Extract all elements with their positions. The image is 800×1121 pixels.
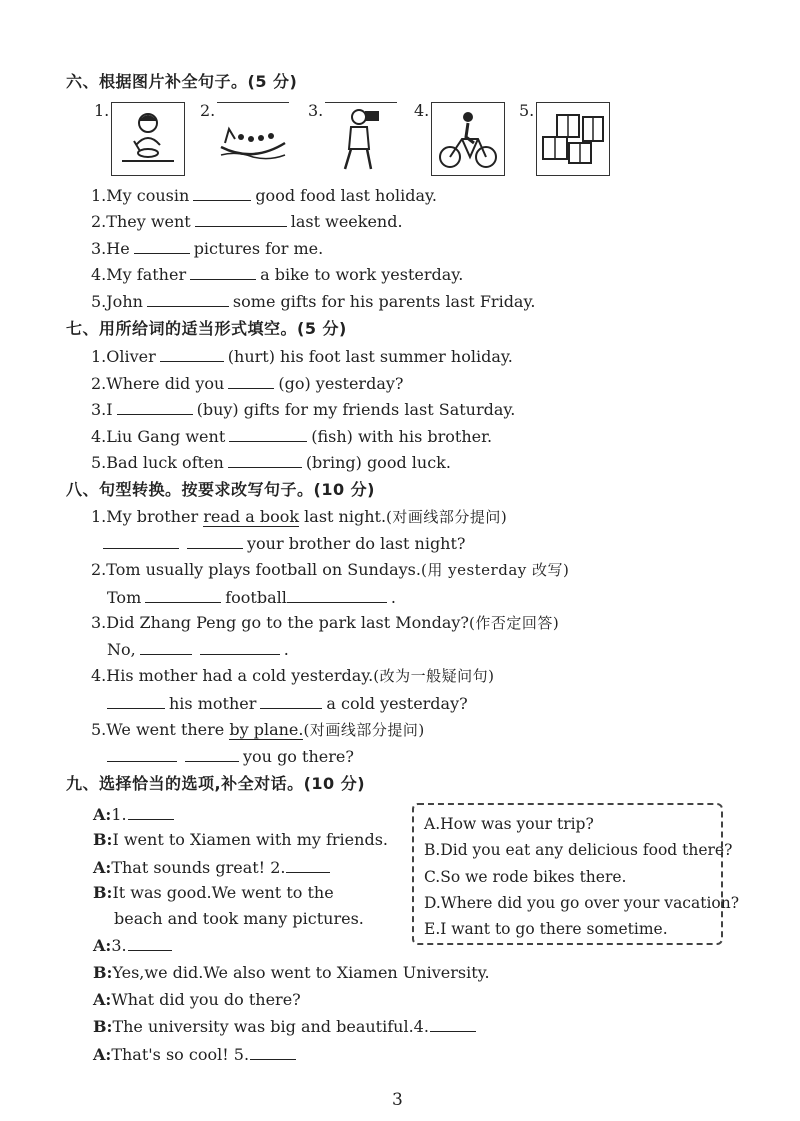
dialog-line-5 [93, 934, 176, 957]
option-e: E.I want to go there sometime. [424, 920, 668, 938]
q-text: a cold yesterday? [326, 694, 468, 713]
q-text: (go) yesterday? [278, 374, 404, 393]
q-text: football [225, 588, 287, 607]
dialog-text: Yes,we did.We also went to Xiamen University. [112, 963, 490, 982]
q-text: a bike to work yesterday. [260, 265, 464, 284]
instruction-note: (对画线部分提问) [303, 721, 425, 739]
speaker-b: B: [93, 830, 113, 849]
speaker-a: A: [93, 936, 112, 955]
underlined-phrase: read a book [203, 507, 300, 526]
q-text: 1.My cousin [91, 186, 190, 205]
q-text: 3.I [91, 400, 113, 419]
speaker-b: B: [93, 1017, 113, 1036]
answer-blank[interactable] [147, 290, 229, 307]
dialog-text: That's so cool! 5. [111, 1045, 250, 1064]
q-text: 5.John [91, 292, 143, 311]
dialog-text: 3. [111, 936, 127, 955]
picture-5 [519, 102, 610, 176]
section-9-title: 九、选择恰当的选项,补全对话。(10 分) [66, 774, 366, 793]
picture-number: 1. [94, 101, 110, 120]
q-text: 4.Liu Gang went [91, 427, 226, 446]
q-text: No, [107, 640, 136, 659]
option-c: C.So we rode bikes there. [424, 868, 627, 886]
instruction-note: (作否定回答) [469, 614, 560, 632]
sec8-a1 [103, 532, 466, 555]
answer-blank[interactable] [286, 856, 330, 873]
q-text: you go there? [243, 747, 354, 766]
gift-boxes-icon [536, 102, 610, 176]
speaker-a: A: [93, 858, 112, 877]
instruction-note: (对画线部分提问) [386, 508, 508, 526]
dialog-text: I went to Xiamen with my friends. [112, 830, 388, 849]
q-text: 4.My father [91, 265, 187, 284]
answer-blank[interactable] [128, 934, 172, 951]
option-d: D.Where did you go over your vacation? [424, 894, 740, 912]
q-text: 3.Did Zhang Peng go to the park last Monday? [91, 613, 469, 632]
speaker-a: A: [93, 1045, 112, 1064]
q-text: Tom [107, 588, 142, 607]
answer-blank[interactable] [250, 1043, 296, 1060]
underlined-phrase: by plane. [229, 720, 304, 739]
dialog-line-3 [93, 856, 334, 879]
dialog-text: What did you do there? [111, 990, 301, 1009]
answer-blank[interactable] [185, 745, 239, 762]
dialog-line-9 [93, 1043, 300, 1066]
sec8-a3 [107, 638, 289, 661]
sec8-q5 [91, 719, 425, 741]
sec8-q3 [91, 612, 559, 634]
dialog-line-7 [93, 989, 301, 1011]
bicycle-rider-icon [431, 102, 505, 176]
sec8-q4 [91, 665, 494, 687]
answer-blank[interactable] [200, 638, 280, 655]
section-7-title: 七、用所给词的适当形式填空。(5 分) [66, 319, 347, 338]
answer-blank[interactable] [190, 263, 256, 280]
dialog-line-4-cont: beach and took many pictures. [114, 909, 364, 928]
q-text: (fish) with his brother. [311, 427, 493, 446]
instruction-note: (改为一般疑问句) [373, 667, 495, 685]
option-a: A.How was your trip? [424, 815, 594, 833]
speaker-a: A: [93, 990, 112, 1009]
q-text: last weekend. [290, 212, 403, 231]
q-text: (bring) good luck. [305, 453, 451, 472]
speaker-b: B: [93, 963, 113, 982]
section-8-title: 八、句型转换。按要求改写句子。(10 分) [66, 480, 375, 499]
option-b: B.Did you eat any delicious food there? [424, 841, 733, 859]
sec8-q1 [91, 506, 507, 528]
sec8-a4 [107, 692, 468, 715]
instruction-note: (用 yesterday 改写) [420, 561, 570, 579]
q-text: (hurt) his foot last summer holiday. [227, 347, 513, 366]
q-text: 1.My brother [91, 507, 199, 526]
q-text: 5.Bad luck often [91, 453, 224, 472]
answer-blank[interactable] [228, 372, 274, 389]
answer-blank[interactable] [430, 1015, 476, 1032]
q-text: pictures for me. [193, 239, 324, 258]
dialog-text: That sounds great! 2. [111, 858, 286, 877]
sec7-q3 [91, 398, 515, 421]
q-text: 4.His mother had a cold yesterday. [91, 666, 374, 685]
sec7-q4 [91, 425, 492, 448]
q-text: (buy) gifts for my friends last Saturday. [196, 400, 516, 419]
answer-blank[interactable] [287, 586, 387, 603]
q-text: 2.They went [91, 212, 191, 231]
sec6-q1 [91, 184, 437, 207]
answer-blank[interactable] [160, 345, 224, 362]
picture-4 [414, 102, 505, 176]
answer-blank[interactable] [145, 586, 221, 603]
sec7-q1 [91, 345, 513, 368]
answer-blank[interactable] [140, 638, 192, 655]
answer-blank[interactable] [193, 184, 251, 201]
q-text: . [283, 640, 289, 659]
answer-blank[interactable] [103, 532, 179, 549]
answer-blank[interactable] [260, 692, 322, 709]
picture-1 [94, 102, 185, 176]
q-text: his mother [169, 694, 257, 713]
child-eating-icon [111, 102, 185, 176]
answer-blank[interactable] [107, 692, 165, 709]
page-number: 3 [392, 1090, 403, 1110]
answer-blank[interactable] [195, 210, 287, 227]
dialog-line-1 [93, 803, 178, 826]
answer-blank[interactable] [128, 803, 174, 820]
picture-number: 2. [200, 101, 216, 120]
answer-blank[interactable] [107, 745, 177, 762]
sec8-a2 [107, 586, 396, 609]
q-text: 5.We went there [91, 720, 225, 739]
q-text: some gifts for his parents last Friday. [232, 292, 536, 311]
picture-number: 3. [308, 101, 324, 120]
dialog-line-6 [93, 962, 490, 984]
sec8-q2 [91, 559, 569, 581]
sec7-q5 [91, 451, 451, 474]
sec6-q4 [91, 263, 463, 286]
answer-blank[interactable] [229, 425, 307, 442]
picture-3 [308, 102, 397, 175]
dialog-line-8 [93, 1015, 480, 1038]
dragon-boat-icon [217, 102, 289, 175]
q-text: 2.Where did you [91, 374, 225, 393]
photographer-icon [325, 102, 397, 175]
q-text: 1.Oliver [91, 347, 156, 366]
answer-blank[interactable] [134, 237, 190, 254]
q-text: . [390, 588, 396, 607]
sec7-q2 [91, 372, 403, 395]
picture-2 [200, 102, 289, 175]
picture-number: 4. [414, 101, 430, 120]
section-6-title: 六、根据图片补全句子。(5 分) [66, 72, 298, 91]
sec6-q2 [91, 210, 403, 233]
q-text: good food last holiday. [255, 186, 437, 205]
dialog-text: It was good.We went to the [112, 883, 334, 902]
answer-blank[interactable] [117, 398, 193, 415]
dialog-line-2 [93, 829, 388, 851]
q-text: 3.He [91, 239, 130, 258]
picture-number: 5. [519, 101, 535, 120]
q-text: 2.Tom usually plays football on Sundays. [91, 560, 421, 579]
dialog-line-4 [93, 882, 334, 904]
sec8-a5 [107, 745, 354, 768]
dialog-text: The university was big and beautiful.4. [112, 1017, 429, 1036]
sec6-q3 [91, 237, 323, 260]
answer-blank[interactable] [187, 532, 243, 549]
q-text: your brother do last night? [247, 534, 466, 553]
q-text: last night. [304, 507, 387, 526]
speaker-a: A: [93, 805, 112, 824]
options-box [412, 803, 740, 945]
answer-blank[interactable] [228, 451, 302, 468]
speaker-b: B: [93, 883, 113, 902]
sec6-q5 [91, 290, 535, 313]
dialog-text: 1. [111, 805, 127, 824]
